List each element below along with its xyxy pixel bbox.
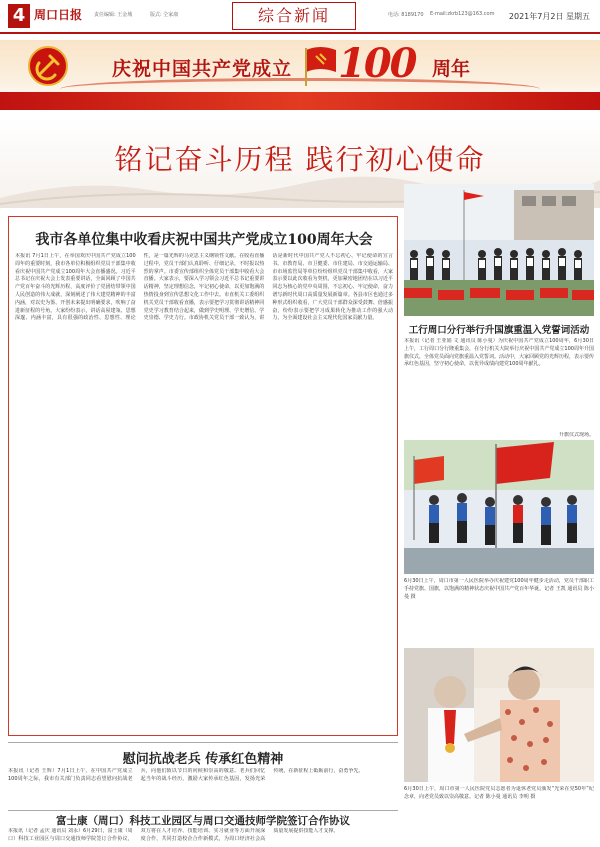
page-number: 4: [8, 4, 30, 28]
banner-suffix: 周年: [432, 58, 471, 80]
main-article-body: 本报讯 7月1日上午，在举国欢庆中国共产党成立100周年的重要时刻，我市各单位积极组织党员干部集中收看庆祝中国共产党成立100周年大会直播盛况。习近平总书记在庆祝大会上发表重要讲话，全面回顾了中国共产党百年奋斗的光辉历程，高度评价了党团结带领中国人民创造的伟大成就，深刻阐述了伟大建党精神的丰富内涵，对以史为鉴、开创未来提出明确要求，吹响了奋进新征程的号角。大家纷纷表示，讲话高屋建瓴、思想深邃、内涵丰富，具有很强的政治性、思想性、理论性，是一篇光辉的马克思主义纲领性文献。在收看直播过程中，党员干部们认真聆听、仔细记录，不时报以热烈的掌声。市委宣传部组织全体党员干部集中收看大会直播。大家表示，要深入学习领会习近平总书记重要讲话精神，坚定理想信念，牢记初心使命，以更加饱满的热情投身到宣传思想文化工作中去。市直机关工委组织机关党员干部收看直播，表示要把学习贯彻讲话精神同党史学习教育结合起来，做到学史明理、学史增信、学史崇德、学史力行。市政协机关党员干部一致认为，讲话是新时代中国共产党人不忘初心、牢记使命的宣言书。市教育局、市卫健委、市住建局、市交通运输局、市市场监管局等单位纷纷组织党员干部集中收看，大家表示要以此次收看为契机，更加紧密地团结在以习近平同志为核心的党中央周围，不忘初心、牢记使命，奋力谱写新时代周口高质量发展新篇章。各县市区也通过多种形式组织收看，广大党员干部群众深受鼓舞、倍感振奋，纷纷表示要把学习成果转化为推动工作的强大动力，为全面建设社会主义现代化国家贡献力量。: [15, 253, 393, 322]
party-emblem-icon: [28, 46, 68, 86]
veteran-headline: 慰问抗战老兵 传承红色精神: [122, 752, 284, 767]
flag-raising-body: 本报讯（记者 王亚娟 文 通讯员 陈小曼）为庆祝中国共产党成立100周年，6月30日上午，工行周口分行隆重集会，在分行机关大院举行庆祝中国共产党成立100周年升国旗仪式，全体党员面向党旗重温入党誓词。活动中，大家回顾党的光辉历程，表示要传承红色基因，坚守初心使命，以优异成绩向建党100周年献礼。: [404, 338, 594, 368]
paper-name: 周口日报: [34, 8, 83, 22]
banner-ribbon: [0, 92, 600, 110]
email-line: E-mail:zkrb123@163.com: [430, 11, 495, 17]
banner-title: 庆祝中国共产党成立: [112, 58, 293, 80]
foxconn-body: 本报讯（记者 孟庆 通讯员 刘永）6月29日，富士康（周口）科技工业园区与周口交通技师学院签订合作协议，双方将在人才培养、技能培训、实习就业等方面开展深度合作，共同打造校企合作新模式，为周口经济社会高质量发展提供技能人才支撑。: [8, 828, 339, 842]
masthead: [0, 0, 600, 34]
main-headline: 我市各单位集中收看庆祝中国共产党成立100周年大会: [35, 232, 373, 248]
issue-date: 2021年7月2日 星期五: [508, 12, 590, 21]
divider: [8, 810, 398, 811]
centenary-number: 100: [338, 40, 416, 87]
flag-icon: [302, 44, 342, 88]
medal-ceremony-caption: 6月30日上午，周口市第一人民医院党员志愿者为退休老党员颁发“光荣在党50年”纪念章，向老党员致以崇高敬意。记者 陈小曼 通讯员 李明 摄: [404, 786, 594, 800]
centenary-logo: [302, 40, 432, 88]
flag-raising-caption: 升旗仪式现场。: [558, 432, 594, 438]
phone-line: 电话: 8189170: [388, 12, 424, 18]
flag-raising-photo: [404, 184, 594, 316]
divider: [8, 742, 398, 743]
main-article: [8, 216, 398, 736]
flag-raising-headline: 工行周口分行举行升国旗重温入党誓词活动: [408, 325, 590, 336]
slogan: 铭记奋斗历程 践行初心使命: [114, 143, 486, 176]
walking-event-photo: [404, 440, 594, 574]
anniversary-banner: [0, 40, 600, 110]
editor-line: 责任编辑: 王金城: [94, 12, 133, 18]
foxconn-headline: 富士康（周口）科技工业园区与周口交通技师学院签订合作协议: [56, 815, 350, 827]
veteran-body: 本报讯（记者 王辉）7月1日上午，在中国共产党成立100周年之际，我市有关部门负责同志看望慰问抗战老兵，向他们致以节日的问候和崇高的敬意。老兵们回忆起当年的战斗经历，激励大家传承红色基因，发扬光荣传统，在新征程上砥砺前行，奋勇争先。: [8, 768, 364, 782]
medal-ceremony-photo: [404, 648, 594, 782]
walking-event-caption: 6月30日上午，周口市第一人民医院举办庆祝建党100周年健步走活动，党员干部职工手持党旗、国旗，以饱满的精神状态庆祝中国共产党百年华诞。记者 王凯 通讯员 陈小曼 摄: [404, 578, 594, 600]
proof-line: 版式: 仝家康: [150, 12, 179, 18]
section-title: 综合新闻: [232, 2, 356, 30]
